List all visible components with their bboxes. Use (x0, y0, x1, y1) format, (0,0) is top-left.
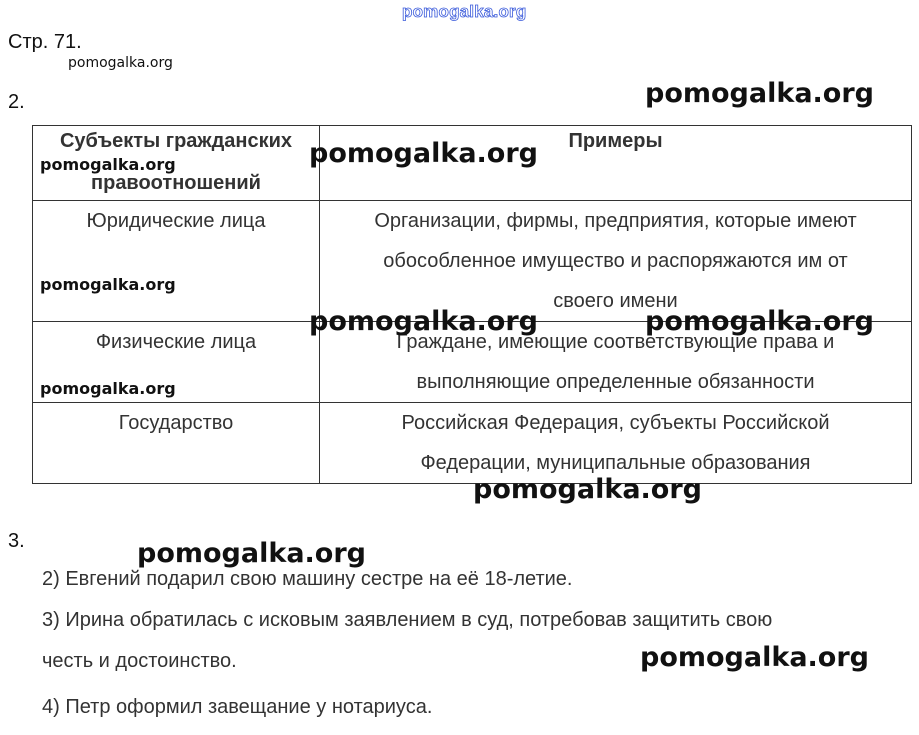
subject-cell: Юридические лица (33, 201, 320, 322)
subject-cell: Физические лица (33, 322, 320, 403)
answer-line: честь и достоинство. (42, 650, 237, 672)
example-line: Граждане, имеющие соответствующие права и (396, 331, 835, 353)
watermark-small: pomogalka.org (40, 379, 176, 398)
page-reference: Стр. 71. (8, 31, 82, 53)
watermark-header: pomogalka.org (402, 2, 527, 21)
example-line: Федерации, муниципальные образования (420, 452, 811, 474)
header-subjects-line2: правоотношений (91, 172, 261, 194)
watermark-large: pomogalka.org (309, 138, 538, 169)
table-row (33, 403, 912, 484)
watermark-large: pomogalka.org (645, 306, 874, 337)
table-row (33, 201, 912, 322)
example-line: выполняющие определенные обязанности (416, 371, 815, 393)
watermark-large: pomogalka.org (473, 474, 702, 505)
answer-line: 4) Петр оформил завещание у нотариуса. (42, 696, 433, 718)
example-line: своего имени (553, 290, 678, 312)
answer-line: 2) Евгений подарил свою машину сестре на её 18-летие. (42, 568, 573, 590)
example-line: Организации, фирмы, предприятия, которые имеют (374, 210, 857, 232)
task-2-number: 2. (8, 91, 25, 113)
subject-cell: Государство (33, 403, 320, 484)
header-examples: Примеры (320, 126, 912, 201)
watermark-large: pomogalka.org (309, 306, 538, 337)
example-line: обособленное имущество и распоряжаются им от (383, 250, 848, 272)
example-cell (320, 201, 912, 322)
watermark-small: pomogalka.org (40, 275, 176, 294)
watermark-large: pomogalka.org (640, 642, 869, 673)
watermark-large: pomogalka.org (137, 538, 366, 569)
subjects-table (32, 125, 912, 484)
task-3-number: 3. (8, 530, 25, 552)
answer-line: 3) Ирина обратилась с исковым заявлением в суд, потребовав защитить свою (42, 609, 773, 631)
watermark-small: pomogalka.org (40, 155, 176, 174)
header-subjects-line1: Субъекты гражданских (59, 130, 293, 152)
watermark-large: pomogalka.org (645, 78, 874, 109)
watermark-small: pomogalka.org (68, 55, 173, 71)
example-line: Российская Федерация, субъекты Российской (401, 412, 830, 434)
example-cell (320, 403, 912, 484)
